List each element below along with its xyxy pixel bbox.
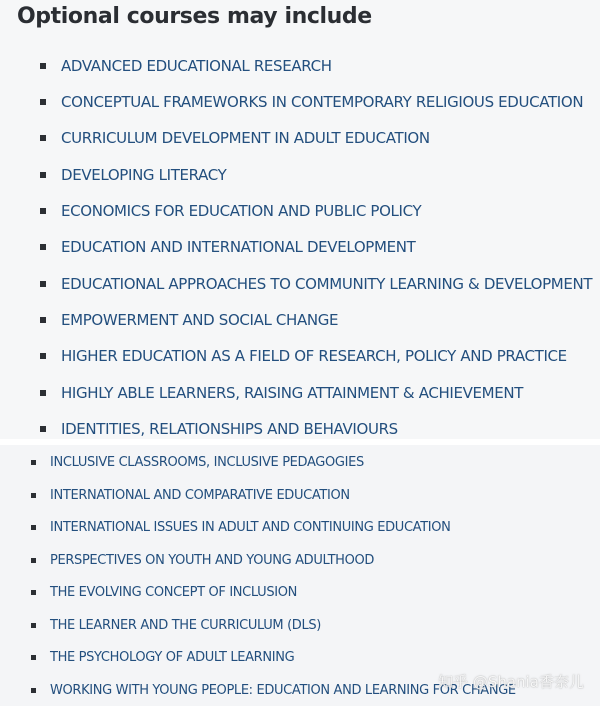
course-list-bottom-panel bbox=[0, 445, 600, 706]
course-link[interactable]: INTERNATIONAL ISSUES IN ADULT AND CONTINUING EDUCATION bbox=[50, 519, 451, 535]
course-link[interactable]: ADVANCED EDUCATIONAL RESEARCH bbox=[61, 57, 332, 75]
course-list-item[interactable] bbox=[40, 163, 226, 187]
course-list-item[interactable] bbox=[40, 272, 592, 296]
course-link[interactable]: INTERNATIONAL AND COMPARATIVE EDUCATION bbox=[50, 487, 350, 503]
course-link[interactable]: EDUCATION AND INTERNATIONAL DEVELOPMENT bbox=[61, 238, 416, 256]
square-bullet-icon bbox=[40, 172, 46, 178]
course-link[interactable]: THE LEARNER AND THE CURRICULUM (DLS) bbox=[50, 617, 321, 633]
square-bullet-icon bbox=[40, 208, 46, 214]
course-list-item[interactable] bbox=[40, 90, 583, 114]
course-list-item[interactable] bbox=[31, 550, 374, 570]
course-link[interactable]: CONCEPTUAL FRAMEWORKS IN CONTEMPORARY RELIGIOUS EDUCATION bbox=[61, 93, 584, 111]
course-link[interactable]: THE EVOLVING CONCEPT OF INCLUSION bbox=[50, 584, 297, 600]
course-list-item[interactable] bbox=[31, 452, 364, 472]
square-bullet-icon bbox=[40, 63, 46, 69]
square-bullet-icon bbox=[31, 558, 36, 563]
section-title: Optional courses may include bbox=[17, 4, 372, 29]
course-list-item[interactable] bbox=[31, 517, 451, 537]
course-link[interactable]: IDENTITIES, RELATIONSHIPS AND BEHAVIOURS bbox=[61, 420, 398, 438]
square-bullet-icon bbox=[31, 655, 36, 660]
course-list-item[interactable] bbox=[40, 54, 332, 78]
course-list-item[interactable] bbox=[40, 235, 415, 259]
square-bullet-icon bbox=[40, 99, 46, 105]
course-list-item[interactable] bbox=[40, 344, 567, 368]
course-list-item[interactable] bbox=[40, 381, 523, 405]
square-bullet-icon bbox=[40, 135, 46, 141]
square-bullet-icon bbox=[31, 688, 36, 693]
course-link[interactable]: INCLUSIVE CLASSROOMS, INCLUSIVE PEDAGOGIES bbox=[50, 454, 364, 470]
square-bullet-icon bbox=[31, 525, 36, 530]
course-link[interactable]: EDUCATIONAL APPROACHES TO COMMUNITY LEARNING & DEVELOPMENT bbox=[61, 275, 593, 293]
square-bullet-icon bbox=[40, 426, 46, 432]
course-list-item[interactable] bbox=[31, 647, 294, 667]
course-list-item[interactable] bbox=[40, 199, 421, 223]
course-link[interactable]: DEVELOPING LITERACY bbox=[61, 166, 227, 184]
square-bullet-icon bbox=[40, 353, 46, 359]
square-bullet-icon bbox=[31, 623, 36, 628]
course-list-item[interactable] bbox=[40, 417, 398, 441]
square-bullet-icon bbox=[31, 493, 36, 498]
course-link[interactable]: THE PSYCHOLOGY OF ADULT LEARNING bbox=[50, 649, 295, 665]
course-link[interactable]: EMPOWERMENT AND SOCIAL CHANGE bbox=[61, 311, 339, 329]
course-list-item[interactable] bbox=[40, 308, 338, 332]
course-list-item[interactable] bbox=[31, 615, 321, 635]
square-bullet-icon bbox=[40, 390, 46, 396]
square-bullet-icon bbox=[31, 590, 36, 595]
watermark-text: 知乎 @Shania香奈儿 bbox=[438, 673, 584, 691]
course-list-item[interactable] bbox=[31, 582, 297, 602]
course-link[interactable]: HIGHER EDUCATION AS A FIELD OF RESEARCH, POLICY AND PRACTICE bbox=[61, 347, 567, 365]
course-list-item[interactable] bbox=[31, 485, 350, 505]
course-link[interactable]: CURRICULUM DEVELOPMENT IN ADULT EDUCATION bbox=[61, 129, 430, 147]
square-bullet-icon bbox=[31, 460, 36, 465]
course-link[interactable]: ECONOMICS FOR EDUCATION AND PUBLIC POLICY bbox=[61, 202, 422, 220]
course-list-item[interactable] bbox=[40, 126, 430, 150]
course-link[interactable]: HIGHLY ABLE LEARNERS, RAISING ATTAINMENT & ACHIEVEMENT bbox=[61, 384, 524, 402]
course-link[interactable]: PERSPECTIVES ON YOUTH AND YOUNG ADULTHOOD bbox=[50, 552, 375, 568]
square-bullet-icon bbox=[40, 244, 46, 250]
square-bullet-icon bbox=[40, 317, 46, 323]
square-bullet-icon bbox=[40, 281, 46, 287]
course-link[interactable]: WORKING WITH YOUNG PEOPLE: EDUCATION AND LEARNING FOR CHANGE bbox=[50, 682, 516, 698]
